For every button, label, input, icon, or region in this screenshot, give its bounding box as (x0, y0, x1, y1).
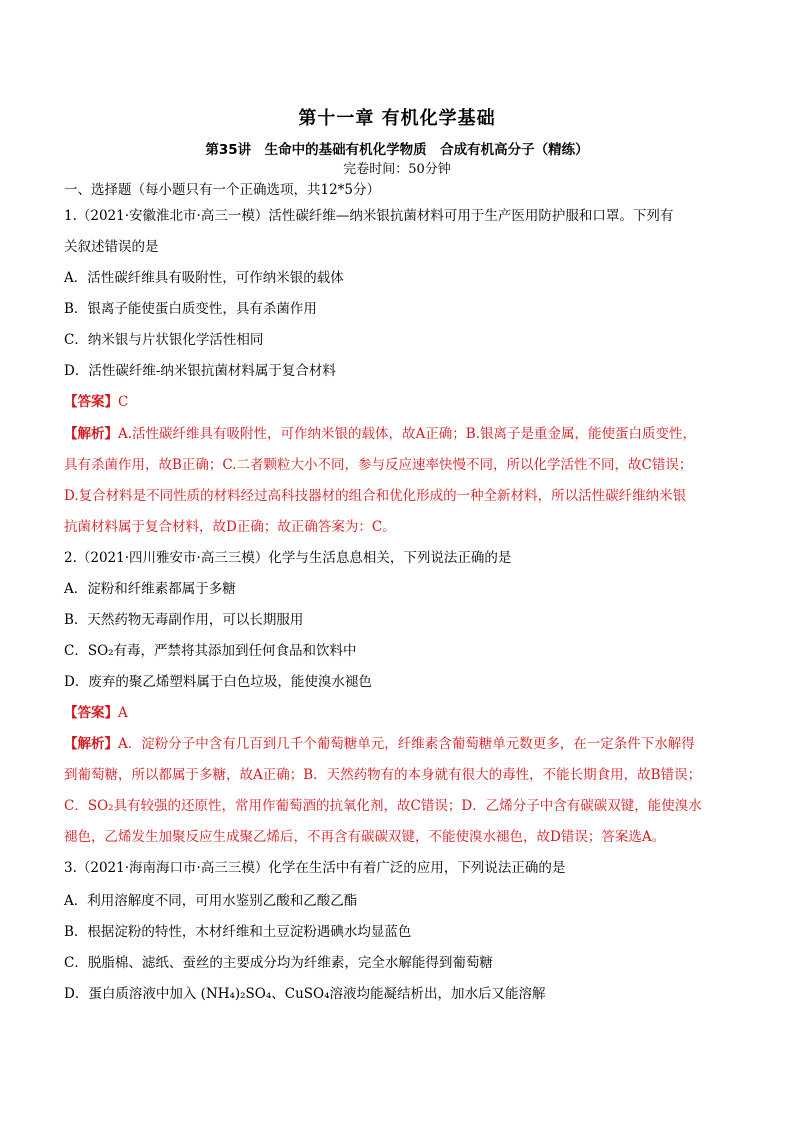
q3-option-d: D．蛋白质溶液中加入 (NH₄)₂SO₄、CuSO₄溶液均能凝结析出，加水后又能溶解 (64, 986, 546, 1002)
time-limit: 完卷时间：50分钟 (343, 162, 451, 177)
q1-analysis-line3: D.复合材料是不同性质的材料经过高科技器材的组合和优化形成的一种全新材料，所以活性碳纤维纳米银 (64, 488, 687, 504)
lecture-title: 第35讲 生命中的基础有机化学物质 合成有机高分子（精练） (205, 142, 589, 158)
q2-option-b: B．天然药物无毒副作用，可以长期服用 (64, 612, 304, 628)
q1-option-a: A．活性碳纤维具有吸附性，可作纳米银的载体 (64, 270, 344, 286)
answer-tag: 【答案】 (64, 705, 118, 721)
q2-stem-line1: 2.（2021·四川雅安市·高三三模）化学与生活息息相关，下列说法正确的是 (64, 550, 512, 566)
q2-option-d: D．废弃的聚乙烯塑料属于白色垃圾，能使溴水褪色 (64, 674, 372, 690)
analysis-tag: 【解析】 (64, 736, 118, 752)
chapter-title: 第十一章 有机化学基础 (298, 108, 496, 129)
q3-option-a: A．利用溶解度不同，可用水鉴别乙酸和乙酸乙酯 (64, 893, 358, 909)
q2-analysis-line1 (64, 736, 695, 752)
q2-answer (64, 705, 128, 721)
q1-option-d: D．活性碳纤维-纳米银抗菌材料属于复合材料 (64, 363, 336, 379)
q2-option-c: C．SO₂有毒，严禁将其添加到任何食品和饮料中 (64, 643, 357, 659)
q3-option-c: C．脱脂棉、滤纸、蚕丝的主要成分均为纤维素，完全水解能得到葡萄糖 (64, 955, 493, 971)
answer-tag: 【答案】 (64, 394, 118, 410)
q1-analysis-line2: 具有杀菌作用，故B正确；C.二者颗粒大小不同，参与反应速率快慢不同，所以化学活性不同，故C错误； (64, 457, 693, 473)
q1-stem-line2: 关叙述错误的是 (64, 239, 159, 255)
q3-option-b: B．根据淀粉的特性，木材纤维和土豆淀粉遇碘水均显蓝色 (64, 924, 412, 940)
q1-option-c: C．纳米银与片状银化学活性相同 (64, 332, 264, 348)
q2-analysis-line4: 褪色，乙烯发生加聚反应生成聚乙烯后，不再含有碳碳双键，不能使溴水褪色，故D错误；答案选A。 (64, 829, 666, 845)
analysis-text: A．淀粉分子中含有几百到几千个葡萄糖单元，纤维素含葡萄糖单元数更多，在一定条件下水解得 (118, 736, 695, 752)
q1-option-b: B．银离子能使蛋白质变性，具有杀菌作用 (64, 301, 317, 317)
q3-stem-line1: 3.（2021·海南海口市·高三三模）化学在生活中有着广泛的应用，下列说法正确的是 (64, 860, 566, 876)
answer-value: C (118, 394, 129, 410)
q1-stem-line1: 1.（2021·安徽淮北市·高三一模）活性碳纤维—纳米银抗菌材料可用于生产医用防护服和口罩。下列有 (64, 208, 674, 224)
q2-analysis-line3: C．SO₂具有较强的还原性，常用作葡萄酒的抗氧化剂，故C错误；D．乙烯分子中含有碳碳双键，能使溴水 (64, 798, 702, 814)
analysis-text: A.活性碳纤维具有吸附性，可作纳米银的载体，故A正确；B.银离子是重金属，能使蛋白质变性， (118, 426, 697, 442)
q1-answer (64, 394, 128, 410)
section-heading: 一、选择题（每小题只有一个正确选项，共12*5分） (64, 182, 381, 198)
q2-analysis-line2: 到葡萄糖，所以都属于多糖，故A正确；B．天然药物有的本身就有很大的毒性，不能长期食用，故B错误； (64, 767, 702, 783)
analysis-tag: 【解析】 (64, 426, 118, 442)
q1-analysis-line1 (64, 426, 696, 442)
q1-analysis-line4: 抗菌材料属于复合材料，故D正确；故正确答案为：C。 (64, 519, 396, 535)
q2-option-a: A．淀粉和纤维素都属于多糖 (64, 581, 236, 597)
answer-value: A (118, 705, 128, 721)
